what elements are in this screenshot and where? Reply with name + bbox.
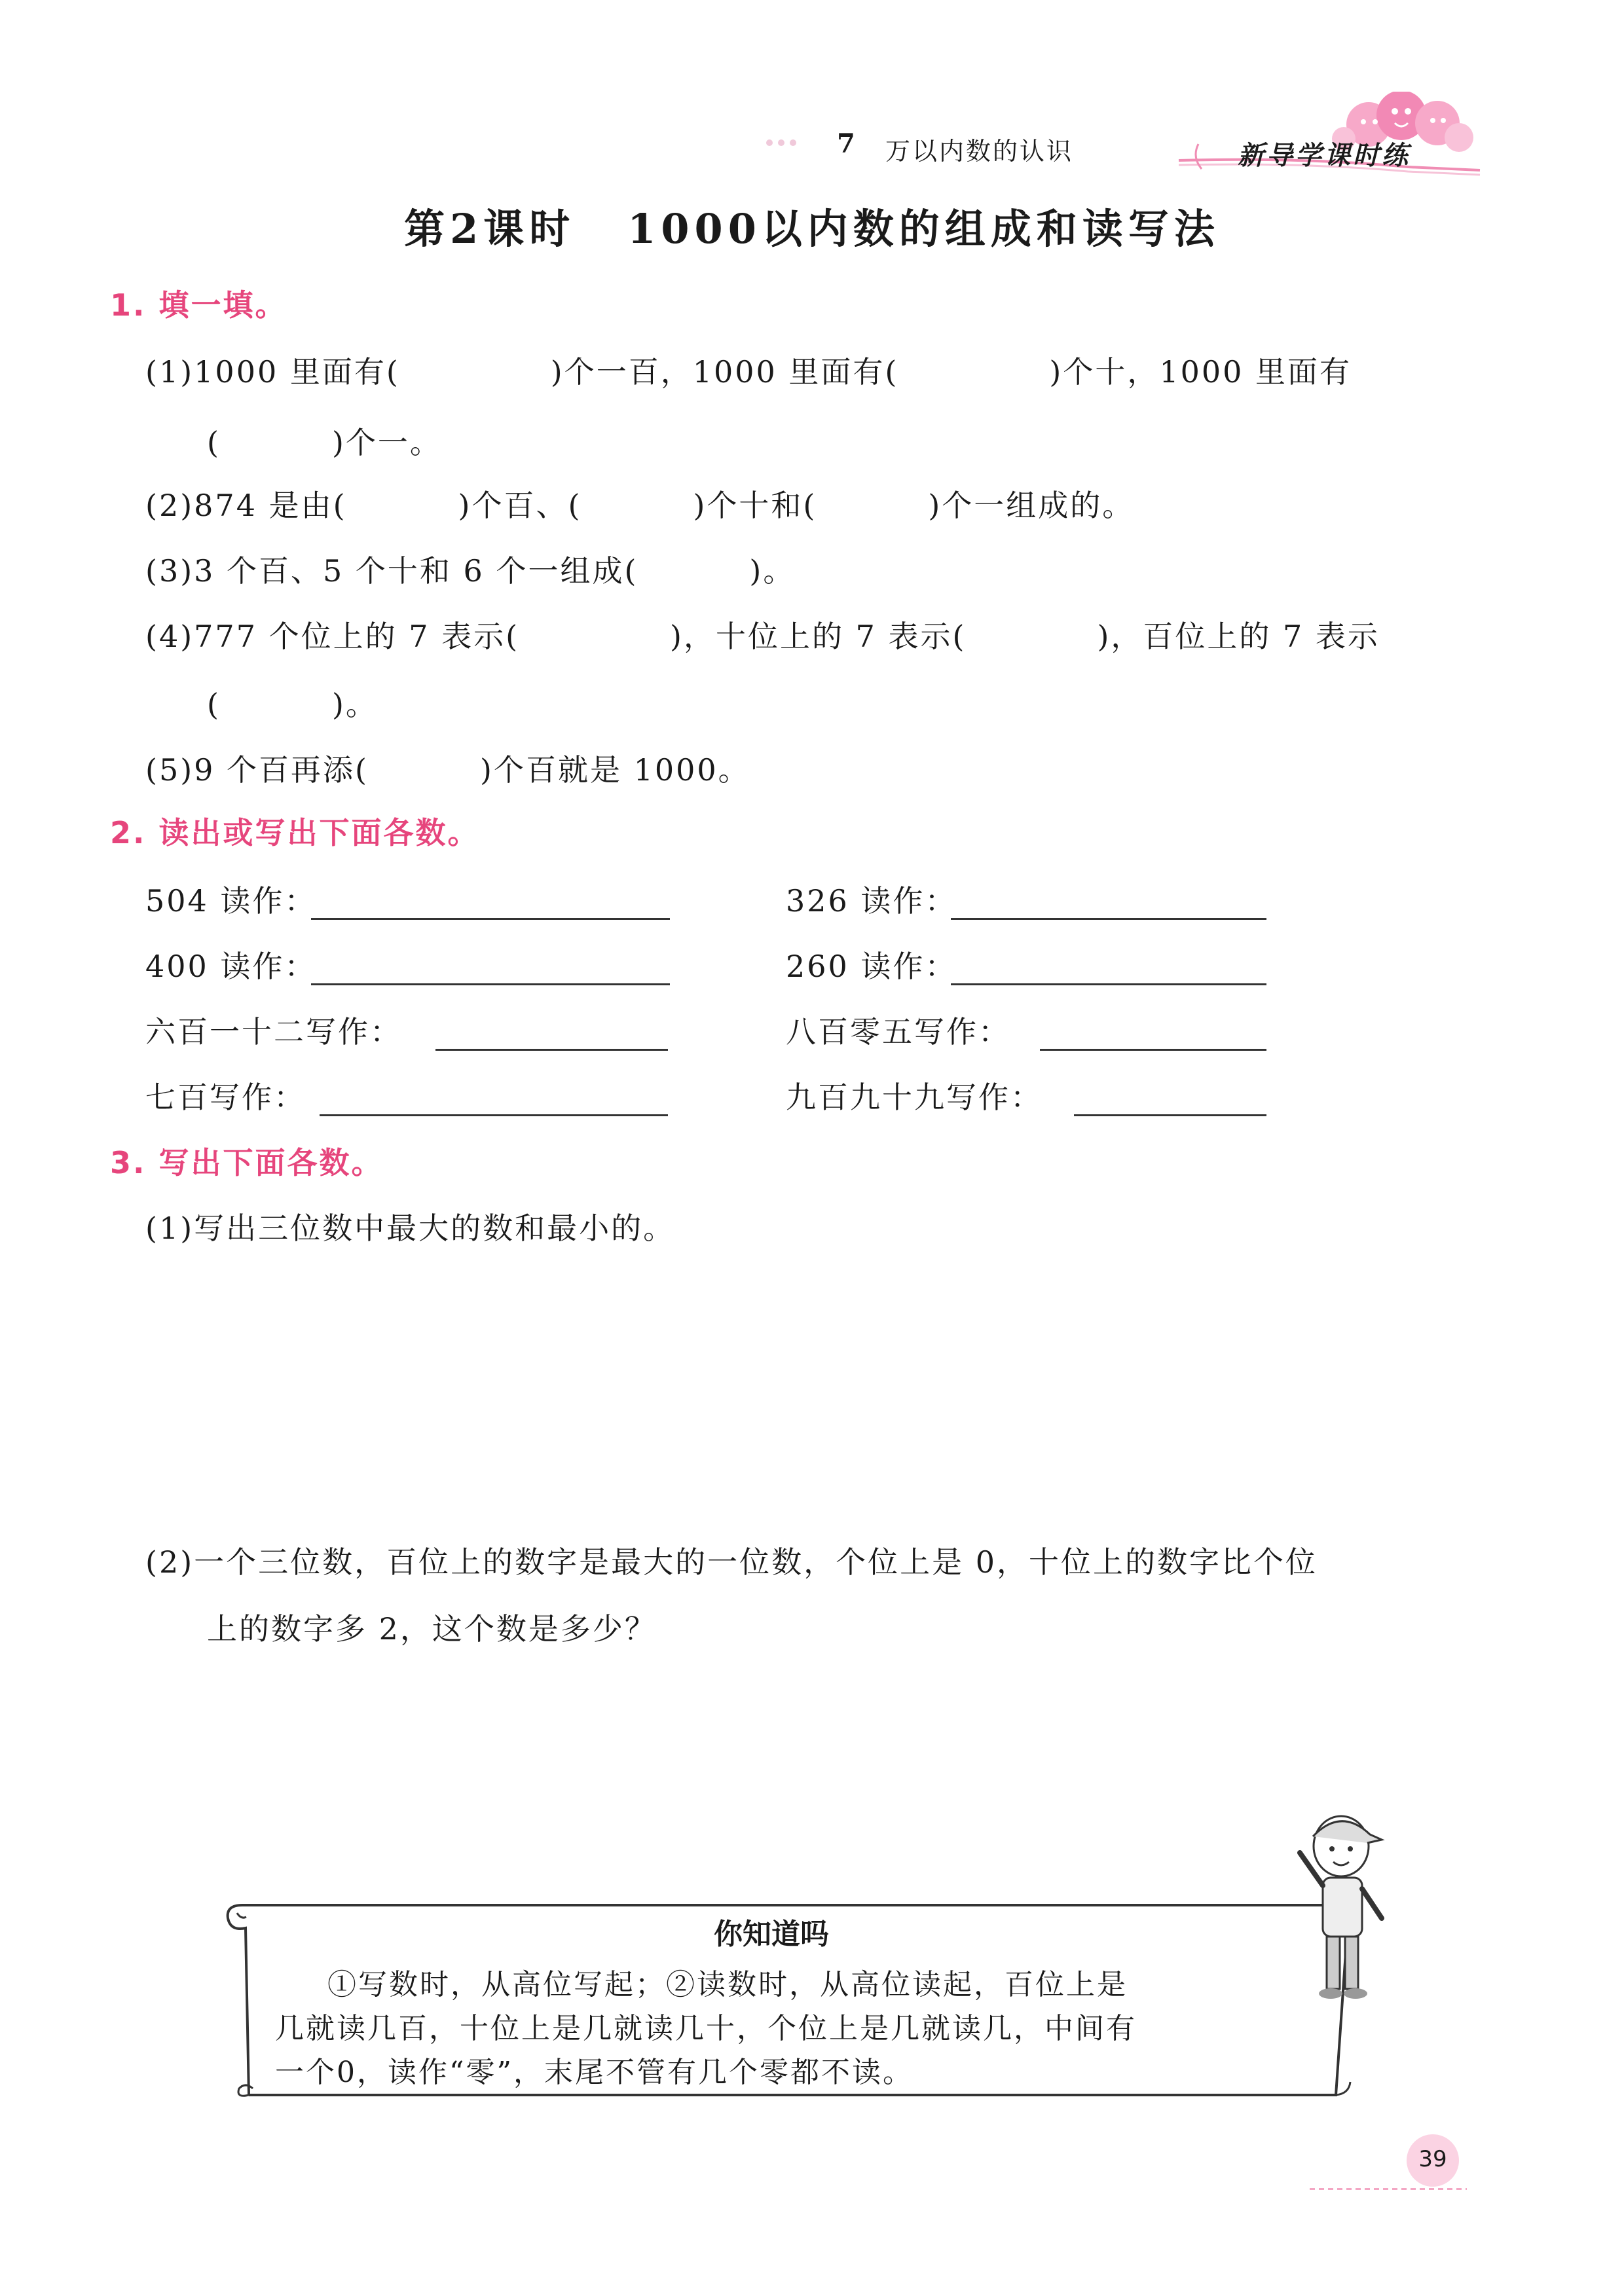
answer-area-3-2[interactable] <box>145 1656 1475 1853</box>
question-3-2-line1: (2)一个三位数，百位上的数字是最大的一位数，个位上是 0，十位上的数字比个位 <box>145 1544 1318 1580</box>
write-item-612: 六百一十二写作： <box>145 1014 402 1049</box>
answer-line[interactable] <box>311 918 670 920</box>
question-1-4: (4)777 个位上的 7 表示( )，十位上的 7 表示( )，百位上的 7 表示 <box>145 619 1380 654</box>
answer-line[interactable] <box>435 1049 668 1051</box>
read-item-400: 400 读作： <box>145 949 317 984</box>
read-item-326: 326 读作： <box>786 883 957 919</box>
question-1-2: (2)874 是由( )个百、( )个十和( )个一组成的。 <box>145 488 1135 523</box>
tip-title: 你知道吗 <box>714 1918 829 1951</box>
read-item-504: 504 读作： <box>145 883 317 919</box>
write-item-805: 八百零五写作： <box>786 1014 1010 1049</box>
question-1-3: (3)3 个百、5 个十和 6 个一组成( )。 <box>145 553 796 589</box>
question-1-1-cont: ( )个一。 <box>207 425 442 460</box>
section3-heading: 3. 写出下面各数。 <box>110 1145 384 1180</box>
question-3-2-line2: 上的数字多 2，这个数是多少？ <box>207 1611 657 1647</box>
write-item-700: 七百写作： <box>145 1080 306 1115</box>
page-number-divider <box>1310 2188 1467 2190</box>
header-dots <box>766 136 819 145</box>
answer-area-3-1[interactable] <box>145 1257 1475 1519</box>
read-item-260: 260 读作： <box>786 949 957 984</box>
brand-name: 新导学课时练 <box>1238 140 1411 171</box>
tip-line-1: ①写数时，从高位写起；②读数时，从高位读起，百位上是 <box>327 1968 1128 2001</box>
page-title <box>0 196 1624 255</box>
section1-heading: 1. 填一填。 <box>110 287 287 323</box>
answer-line[interactable] <box>1074 1114 1266 1116</box>
section2-heading: 2. 读出或写出下面各数。 <box>110 815 480 850</box>
question-1-1: (1)1000 里面有( )个一百，1000 里面有( )个十，1000 里面有 <box>145 354 1352 390</box>
tip-line-2: 几就读几百，十位上是几就读几十，个位上是几就读几，中间有 <box>275 2012 1137 2045</box>
answer-line[interactable] <box>951 918 1266 920</box>
lesson-topic: 1000以内数的组成和读写法 <box>627 205 1220 253</box>
tip-line-3: 一个0，读作“零”，末尾不管有几个零都不读。 <box>275 2056 913 2089</box>
unit-title: 万以内数的认识 <box>885 137 1074 166</box>
cartoon-boy-icon <box>1283 1807 1395 2003</box>
question-1-4-cont: ( )。 <box>207 687 378 722</box>
unit-number: 7 <box>837 128 855 159</box>
page-number: 39 <box>1418 2146 1447 2172</box>
answer-line[interactable] <box>1040 1049 1266 1051</box>
write-item-999: 九百九十九写作： <box>786 1080 1043 1115</box>
answer-line[interactable] <box>951 983 1266 985</box>
question-1-5: (5)9 个百再添( )个百就是 1000。 <box>145 752 750 788</box>
answer-line[interactable] <box>311 983 670 985</box>
answer-line[interactable] <box>320 1114 668 1116</box>
question-3-1: (1)写出三位数中最大的数和最小的。 <box>145 1211 676 1246</box>
lesson-label: 第2课时 <box>404 205 576 253</box>
